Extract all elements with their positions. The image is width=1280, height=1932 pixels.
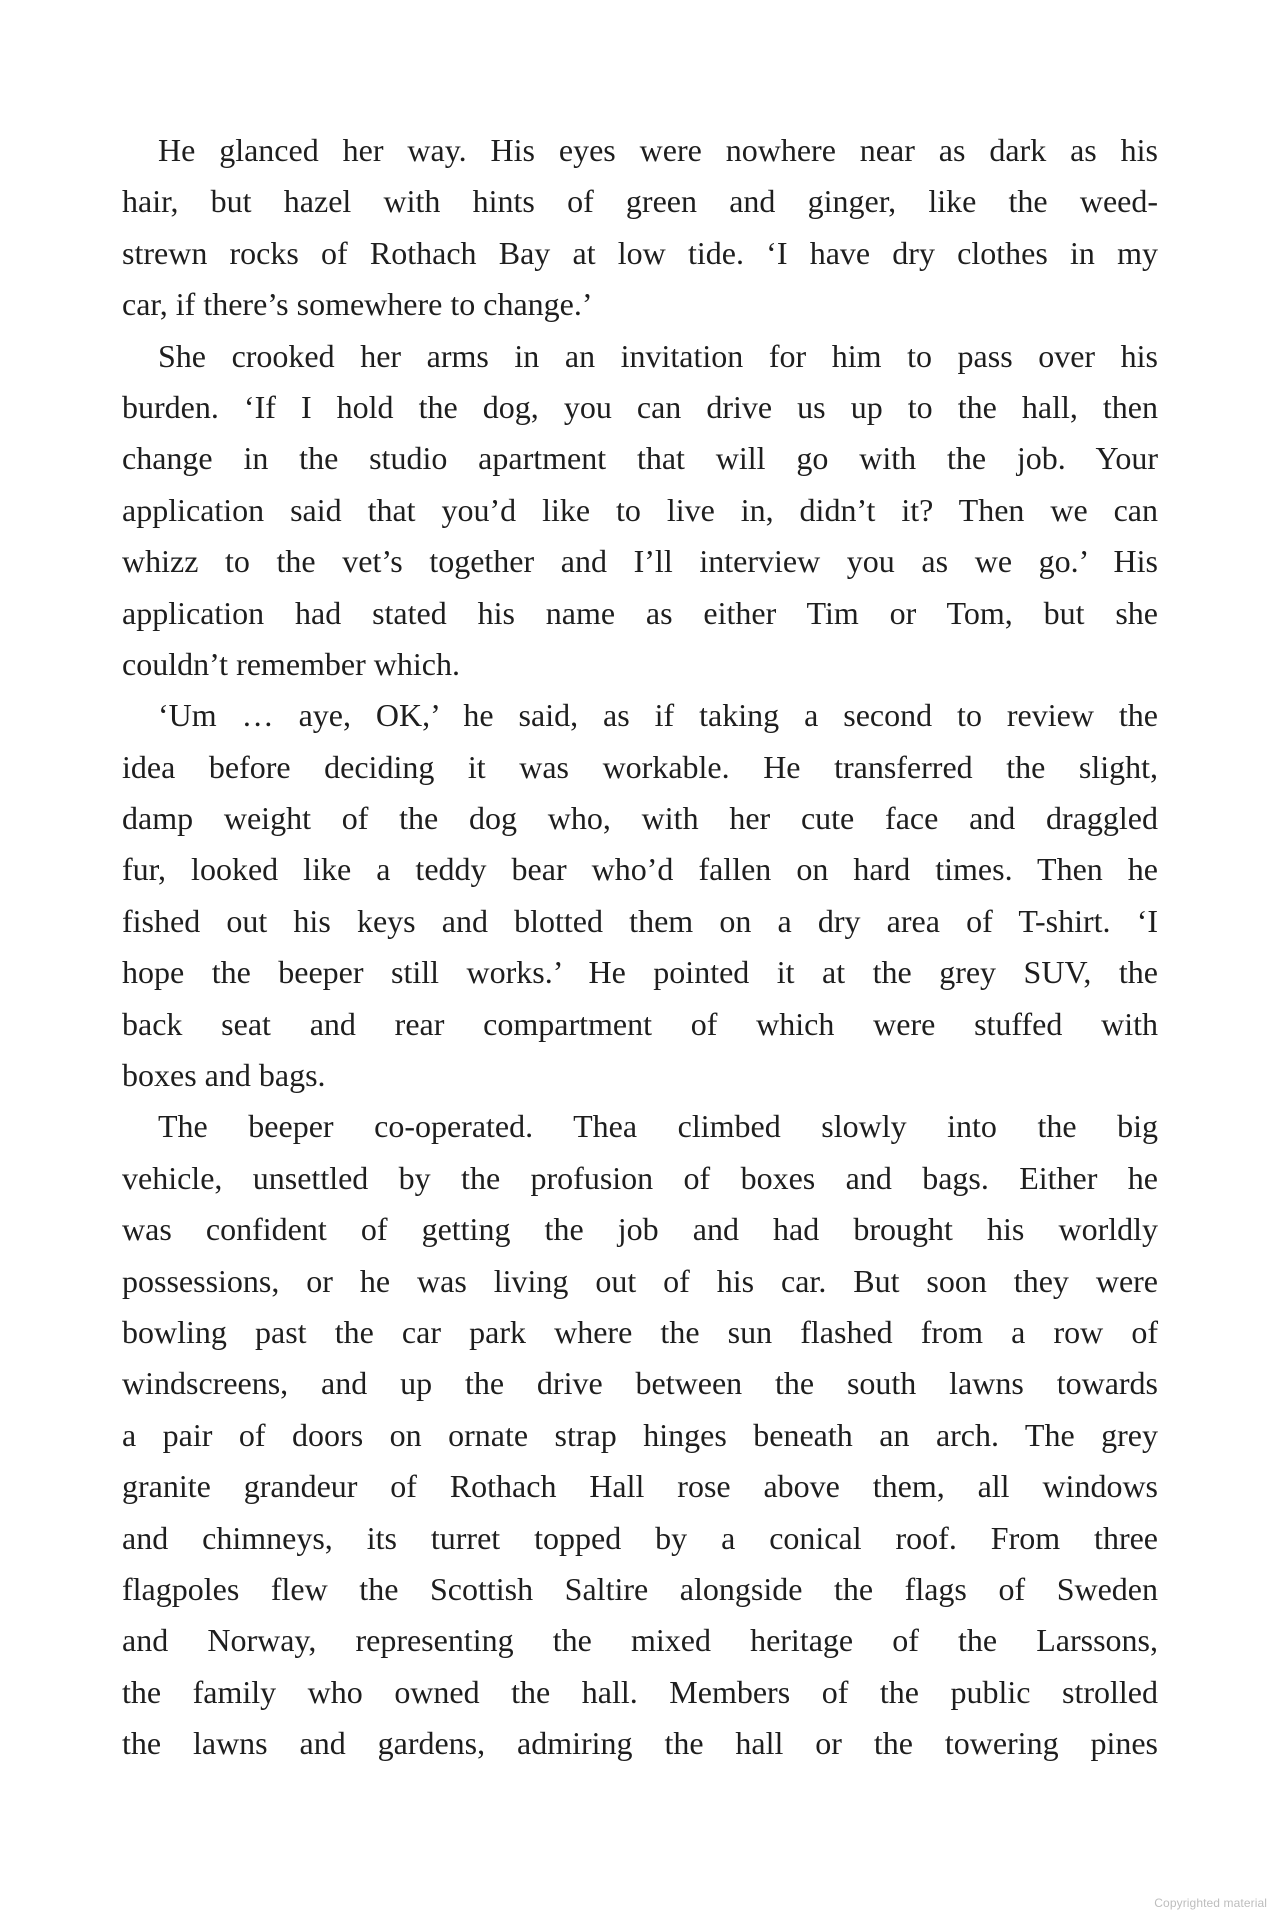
text-line: idea before deciding it was workable. He transferred the slight, <box>122 748 1158 785</box>
text-line: back seat and rear compartment of which were stuffed with <box>122 1005 1158 1042</box>
text-line: bowling past the car park where the sun flashed from a row of <box>122 1313 1158 1350</box>
text-line: possessions, or he was living out of his car. But soon they were <box>122 1262 1158 1299</box>
text-line: application had stated his name as either Tim or Tom, but she <box>122 594 1158 631</box>
text-line: the lawns and gardens, admiring the hall or the towering pines <box>122 1725 1158 1762</box>
text-line: ‘Um … aye, OK,’ he said, as if taking a second to review the <box>158 697 1158 734</box>
text-line: He glanced her way. His eyes were nowhere near as dark as his <box>158 132 1158 168</box>
text-line: was confident of getting the job and had brought his worldly <box>122 1211 1158 1248</box>
paragraph-3 <box>122 690 1158 1101</box>
text-line: flagpoles flew the Scottish Saltire alongside the flags of Sweden <box>122 1570 1158 1607</box>
copyright-watermark: Copyrighted material <box>1154 1896 1267 1910</box>
text-line: the family who owned the hall. Members of the public strolled <box>122 1673 1158 1710</box>
text-line: whizz to the vet’s together and I’ll interview you as we go.’ His <box>122 543 1158 580</box>
text-line: windscreens, and up the drive between the south lawns towards <box>122 1365 1158 1402</box>
text-line: and chimneys, its turret topped by a conical roof. From three <box>122 1519 1158 1556</box>
text-line: fur, looked like a teddy bear who’d fallen on hard times. Then he <box>122 851 1158 888</box>
paragraph-4 <box>122 1101 1158 1769</box>
text-line: application said that you’d like to live in, didn’t it? Then we can <box>122 491 1158 528</box>
text-line: hair, but hazel with hints of green and ginger, like the weed- <box>122 183 1158 220</box>
text-line: The beeper co-operated. Thea climbed slowly into the big <box>158 1108 1158 1145</box>
text-line: boxes and bags. <box>122 1057 326 1094</box>
text-line: change in the studio apartment that will go with the job. Your <box>122 440 1158 477</box>
text-line: strewn rocks of Rothach Bay at low tide. ‘I have dry clothes in my <box>122 234 1158 271</box>
text-line: a pair of doors on ornate strap hinges beneath an arch. The grey <box>122 1416 1158 1453</box>
paragraph-2 <box>122 331 1158 691</box>
text-line: car, if there’s somewhere to change.’ <box>122 286 593 323</box>
text-line: and Norway, representing the mixed heritage of the Larssons, <box>122 1622 1158 1659</box>
text-line: burden. ‘If I hold the dog, you can drive us up to the hall, then <box>122 388 1158 425</box>
text-line: fished out his keys and blotted them on a dry area of T-shirt. ‘I <box>122 902 1158 939</box>
text-line: hope the beeper still works.’ He pointed it at the grey SUV, the <box>122 954 1158 991</box>
text-line: granite grandeur of Rothach Hall rose above them, all windows <box>122 1468 1158 1505</box>
text-line: vehicle, unsettled by the profusion of boxes and bags. Either he <box>122 1159 1158 1196</box>
text-line: couldn’t remember which. <box>122 645 460 682</box>
text-line: damp weight of the dog who, with her cute face and draggled <box>122 800 1158 837</box>
paragraph-1 <box>122 125 1158 331</box>
book-page-body <box>122 125 1158 1770</box>
text-line: She crooked her arms in an invitation for him to pass over his <box>158 337 1158 374</box>
